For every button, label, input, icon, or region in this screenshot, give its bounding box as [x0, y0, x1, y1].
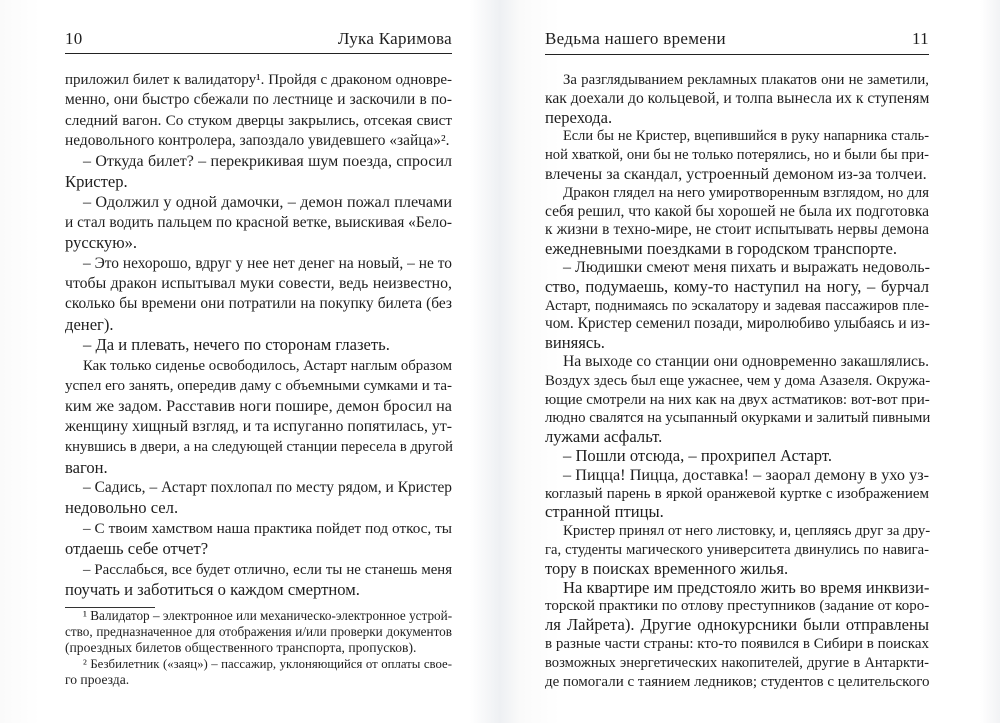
- text-line: Как только сиденье освободилось, Астарт наглым образом: [83, 357, 453, 374]
- text-line: денег).: [65, 314, 114, 334]
- text-line: – С твоим хамством наша практика пойдет под откос, ты: [83, 519, 452, 537]
- page-number: 10: [65, 29, 83, 48]
- text-line: как доехали до кольцевой, и толпа вынесла их к ступеням: [545, 89, 930, 107]
- text-line: виняясь.: [545, 333, 605, 353]
- text-line: Кристер.: [65, 172, 128, 191]
- text-line: ежедневными поездками в городском транспорте.: [545, 239, 898, 259]
- text-line: себя решил, что какой бы хорошей не была их подготовка: [545, 202, 930, 220]
- text-line: Астарт, поднимаясь по эскалатору и задевая пассажиров пле-: [545, 297, 929, 314]
- text-line: недовольного контролера, запоздало увидевшего «зайца»².: [65, 132, 450, 150]
- text-line: На квартире им предстояло жить во время инквизи-: [563, 577, 930, 597]
- text-line: – Людишки смеют меня пихать и выражать недоволь-: [563, 259, 930, 276]
- running-head-title: Ведьма нашего времени: [545, 29, 726, 48]
- text-line: людно свалятся на усыпанный окурками и залитый пивными: [545, 410, 931, 427]
- text-line: влечены за скандал, устроенный демоном из-за толчеи.: [545, 165, 927, 183]
- text-line: следний вагон. Со стуком дверцы закрылись, отсекая свист: [65, 111, 452, 129]
- text-line: недовольно сел.: [65, 498, 179, 518]
- text-line: Дракон глядел на него умиротворенным взглядом, но для: [563, 184, 929, 201]
- text-line: торской практики по отлову преступников (задание от коро-: [545, 598, 930, 615]
- text-line: к жизни в техно-мире, не стоит испытывать нервы демона: [545, 221, 929, 239]
- text-line: – Да и плевать, нечего по сторонам глазеть.: [83, 335, 390, 355]
- text-line: ким же задом. Расставив ноги пошире, демон бросил на: [65, 397, 452, 416]
- text-line: Кристер принял от него листовку, и, цепляясь друг за дру-: [563, 523, 931, 540]
- header-rule: [65, 53, 452, 54]
- text-line: ля Лайрета). Другие однокурсники были отправлены: [545, 615, 929, 635]
- text-line: Воздух здесь был еще ужаснее, чем у дома Азазеля. Окружа-: [545, 372, 931, 389]
- text-line: менно, они быстро сбежали по лестнице и заскочили в по-: [65, 91, 452, 109]
- footnote-line: ¹ Валидатор – электронное или механическо-электронное устрой-: [83, 608, 453, 623]
- text-line: отдаешь себе отчет?: [65, 539, 209, 559]
- text-line: чтобы дракон испытывал муки совести, ведь неизвестно,: [65, 275, 452, 292]
- text-line: де помогали с таянием ледников; студентов с целительского: [545, 673, 930, 690]
- text-line: – Одолжил у одной дамочки, – демон пожал плечами: [83, 193, 452, 212]
- text-line: ной хваткой, они бы не только потерялись, но и были бы при-: [545, 147, 929, 164]
- text-line: лужами асфальт.: [545, 427, 663, 447]
- text-line: странной птицы.: [545, 502, 664, 522]
- text-line: перехода.: [545, 107, 613, 127]
- text-line: – Это нехорошо, вдруг у нее нет денег на новый, – не то: [83, 254, 452, 272]
- text-line: коглазый парень в яркой оранжевой куртке с изображением: [545, 485, 929, 502]
- right-page: [500, 0, 1000, 723]
- footnote-line: ство, предназначенное для отображения и/или проверки документов: [65, 624, 452, 639]
- page-number: 11: [912, 29, 929, 48]
- text-line: приложил билет к валидатору¹. Пройдя с драконом одновре-: [65, 72, 452, 88]
- text-line: За разглядыванием рекламных плакатов они не заметили,: [563, 72, 929, 88]
- text-line: тору в поисках временного жилья.: [545, 558, 789, 578]
- text-line: вагон.: [65, 457, 108, 477]
- footnote-line: (проездных билетов общественного транспорта, пропусков).: [65, 640, 417, 655]
- text-line: га, студенты магического университета двинулись по навига-: [545, 542, 929, 558]
- text-line: успел его занять, опередив даму с объемными сумками и та-: [65, 378, 452, 394]
- text-line: возможных энергетических накопителей, другие в Антаркти-: [545, 654, 929, 671]
- text-line: На выходе со станции они одновременно закашлялись.: [563, 353, 929, 370]
- text-line: Если бы не Кристер, вцепившийся в руку напарника сталь-: [563, 128, 929, 145]
- footnote-line: ² Безбилетник («заяц») – пассажир, уклоняющийся от оплаты свое-: [83, 657, 452, 671]
- text-line: русскую».: [65, 233, 138, 253]
- text-line: – Расслабься, все будет отлично, если ты не станешь меня: [83, 561, 452, 578]
- footnote-line: го проезда.: [65, 672, 130, 687]
- text-line: – Откуда билет? – перекрикивая шум поезда, спросил: [83, 152, 452, 170]
- text-line: и стал водить пальцем по красной ветке, выискивая «Бело-: [65, 213, 453, 231]
- text-line: сколько бы времени они потратили на покупку билета (без: [65, 295, 452, 313]
- text-line: ющие смотрели на них как на двух астматиков: вот-вот при-: [545, 391, 930, 408]
- text-line: поучать и заботиться о каждом смертном.: [65, 580, 360, 599]
- text-line: – Пицца! Пицца, доставка! – заорал демону в ухо уз-: [563, 465, 929, 484]
- text-line: женщину хищный взгляд, и та испуганно попятилась, ут-: [65, 417, 452, 435]
- text-line: – Пошли отсюда, – прохрипел Астарт.: [563, 446, 833, 465]
- header-rule: [545, 54, 929, 55]
- text-line: чом. Кристер семенил позади, миролюбиво улыбаясь и из-: [545, 315, 930, 333]
- text-line: ство, подумаешь, кому-то наступил на ногу, – бурчал: [545, 276, 929, 296]
- text-line: – Садись, – Астарт похлопал по месту рядом, и Кристер: [83, 479, 452, 496]
- running-head-author: Лука Каримова: [337, 29, 452, 48]
- text-line: кнувшись в двери, а на следующей станции пересела в другой: [65, 439, 453, 456]
- text-line: в разные части страны: кто-то появился в Сибири в поисках: [545, 636, 929, 652]
